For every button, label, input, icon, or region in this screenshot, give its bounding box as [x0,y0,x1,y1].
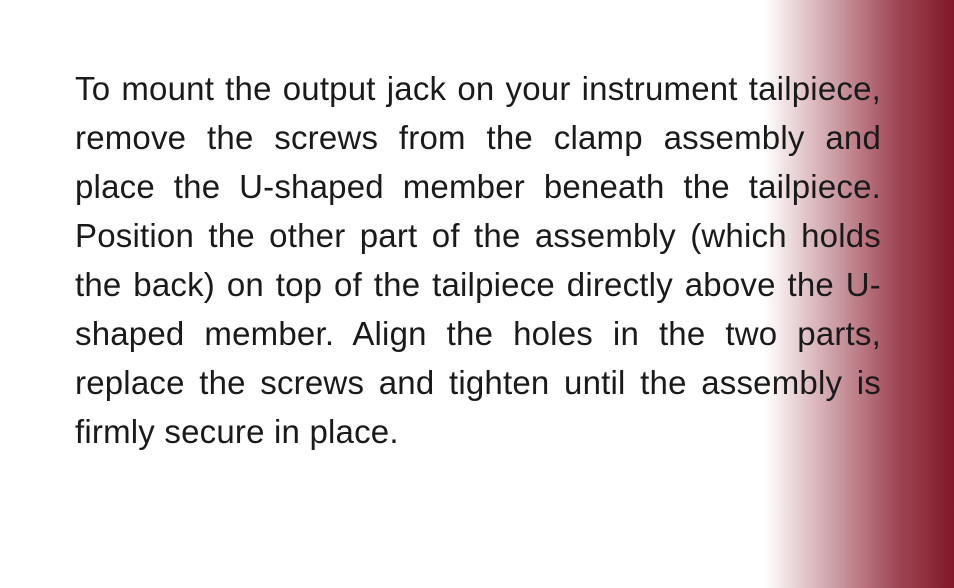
mounting-instructions-paragraph: To mount the output jack on your instrument tailpiece, remove the screws from the clamp assembly and place the U-shaped member beneath the tailpiece. Position the other part of the assembly (which holds the back) on top of the tailpiece directly above the U-shaped member. Align the holes in the two parts, replace the screws and tighten until the assembly is firmly secure in place. [75,70,881,450]
